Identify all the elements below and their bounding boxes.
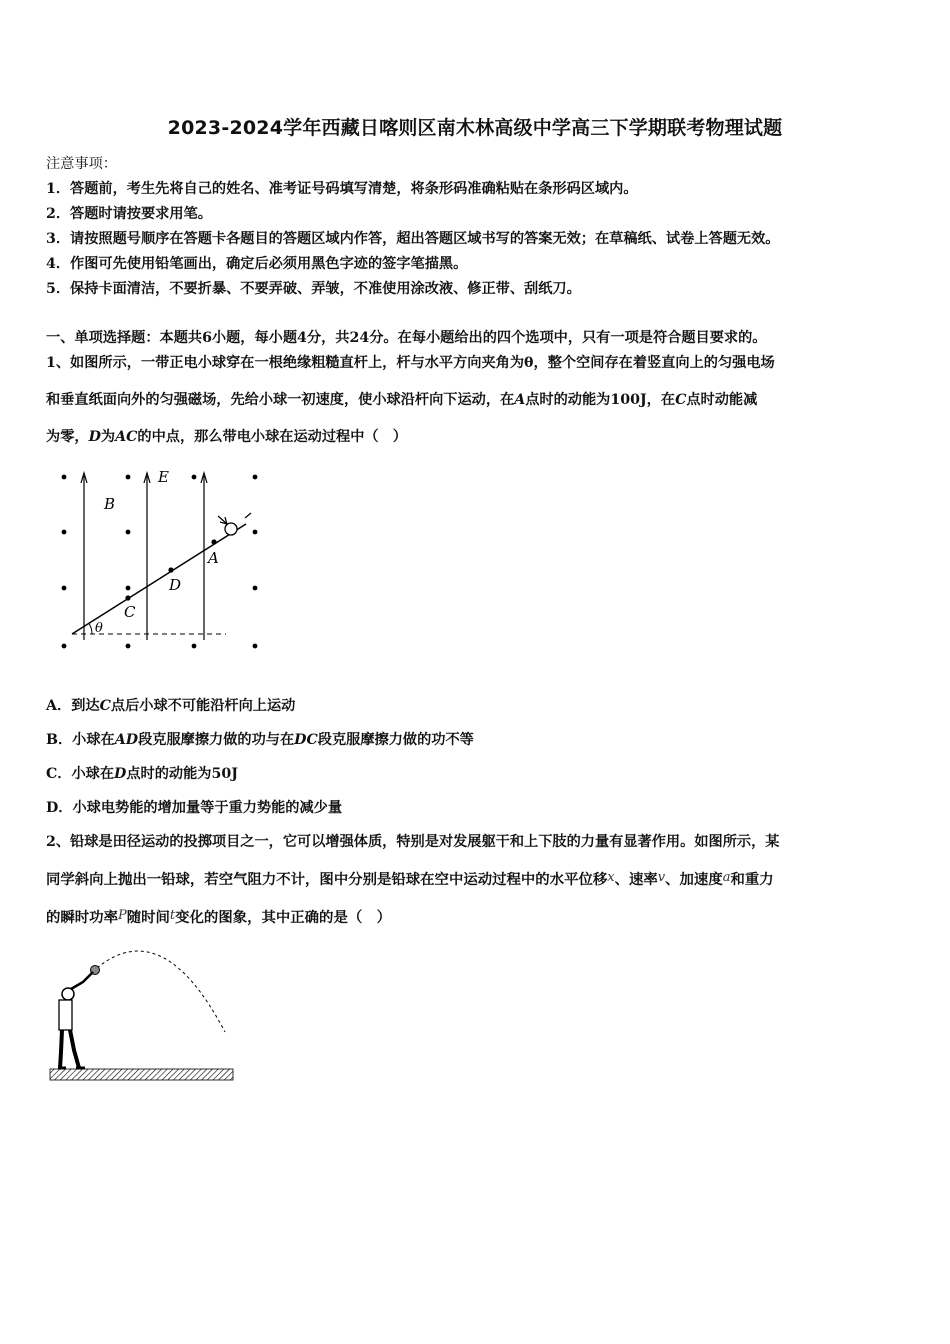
q1-var-D: D [88, 429, 101, 445]
q2-text-segment: 同学斜向上抛出一铅球，若空气阻力不计，图中分别是铅球在空中运动过程中的水平位移 [46, 871, 608, 888]
q2-var-P: P [117, 908, 127, 923]
field-dot [126, 586, 131, 591]
q2-text-segment: 和重力 [730, 871, 774, 888]
label-C: C [124, 603, 136, 621]
thrower-figure [58, 972, 93, 1068]
q1-text-line2 [46, 389, 757, 409]
q1-text-segment: 点时的动能为100J，在 [525, 392, 676, 408]
field-dot [192, 644, 197, 649]
q2-text-segment: 、速率 [614, 871, 658, 888]
thrower-leg [60, 1030, 62, 1068]
q1-text-segment: 的中点，那么带电小球在运动过程中（ ） [137, 429, 407, 445]
q1-text-segment: 为 [100, 429, 116, 445]
notice-item: 2．答题时请按要求用笔。 [46, 206, 212, 222]
angle-arc [89, 624, 92, 635]
page-title: 2023-2024学年西藏日喀则区南木林高级中学高三下学期联考物理试题 [167, 117, 783, 139]
field-dot [62, 475, 67, 480]
option-text: 段克服摩擦力做的功与在 [138, 732, 295, 748]
option-var: AD [114, 732, 139, 748]
field-dot [126, 475, 131, 480]
label-B: B [104, 495, 116, 513]
thrower-leg [70, 1030, 79, 1068]
q1-option-A [46, 695, 295, 715]
option-var: DC [294, 732, 318, 748]
q1-text-segment: 为零， [46, 429, 89, 445]
field-dot [62, 644, 67, 649]
label-A: A [208, 549, 219, 567]
q1-var-A: A [514, 392, 526, 408]
q2-figure [45, 942, 240, 1087]
option-text: A．到达 [46, 698, 100, 714]
q1-var-C: C [675, 392, 687, 408]
label-theta: θ [95, 621, 103, 636]
field-dot [253, 530, 258, 535]
q1-figure [50, 460, 280, 660]
option-text: 点后小球不可能沿杆向上运动 [110, 698, 296, 714]
q2-var-v: v [657, 870, 666, 885]
notice-item: 5．保持卡面清洁，不要折暴、不要弄破、弄皱，不准使用涂改液、修正带、刮纸刀。 [46, 281, 581, 297]
q2-text-segment: 、加速度 [665, 871, 723, 888]
ground [50, 1069, 233, 1080]
option-text: 点时的动能为50J [126, 766, 238, 782]
notice-item: 3．请按照题号顺序在答题卡各题目的答题区域内作答，超出答题区域书写的答案无效；在草稿纸、试卷上答题无效。 [46, 231, 780, 247]
point-A [211, 539, 216, 544]
q2-var-t: t [169, 908, 176, 923]
notice-heading: 注意事项： [46, 156, 117, 172]
q2-text-segment: 随时间 [126, 909, 170, 926]
q1-text-line1: 1、如图所示，一带正电小球穿在一根绝缘粗糙直杆上，杆与水平方向夹角为θ，整个空间存在着竖直向上的匀强电场 [46, 355, 775, 371]
thrower-head [62, 988, 74, 1000]
field-dot [253, 586, 258, 591]
field-dot [192, 475, 197, 480]
field-dot [126, 644, 131, 649]
field-dot [253, 475, 258, 480]
field-dot [62, 530, 67, 535]
section-heading: 一、单项选择题：本题共6小题，每小题4分，共24分。在每小题给出的四个选项中，只有一项是符合题目要求的。 [46, 330, 767, 346]
q1-var-AC: AC [115, 429, 138, 445]
q2-text-segment: 的瞬时功率 [46, 909, 118, 926]
velocity-line [245, 513, 251, 518]
q1-option-D: D．小球电势能的增加量等于重力势能的减少量 [46, 800, 343, 816]
electric-field-lines [81, 473, 207, 640]
charged-ball [225, 523, 237, 535]
option-var: D [114, 766, 127, 782]
field-dot [253, 644, 258, 649]
thrower-arm [71, 972, 93, 989]
field-dot [126, 530, 131, 535]
q2-text-line3 [46, 906, 391, 927]
q1-option-C [46, 763, 238, 783]
thrower-shirt [59, 1000, 72, 1030]
option-text: 段克服摩擦力做的功不等 [317, 732, 474, 748]
q1-text-segment: 和垂直纸面向外的匀强磁场，先给小球一初速度，使小球沿杆向下运动，在 [46, 392, 515, 408]
q1-text-segment: 点时动能减 [686, 392, 758, 408]
notice-item: 4．作图可先使用铅笔画出，确定后必须用黑色字迹的签字笔描黑。 [46, 256, 468, 272]
trajectory [97, 951, 225, 1032]
point-D [168, 567, 173, 572]
q2-var-a: a [722, 870, 731, 885]
q1-option-B [46, 729, 474, 749]
option-text: C．小球在 [46, 766, 115, 782]
q2-text-segment: 变化的图象，其中正确的是（ ） [175, 909, 392, 926]
option-text: B．小球在 [46, 732, 115, 748]
point-C [125, 595, 130, 600]
notice-item: 1．答题前，考生先将自己的姓名、准考证号码填写清楚，将条形码准确粘贴在条形码区域内。 [46, 181, 638, 197]
label-E: E [158, 468, 169, 486]
q2-text-line2 [46, 868, 774, 889]
option-var: C [99, 698, 111, 714]
q2-text-line1: 2、铅球是田径运动的投掷项目之一，它可以增强体质，特别是对发展躯干和上下肢的力量有显著作用。如图所示，某 [46, 834, 780, 850]
label-D: D [169, 576, 182, 594]
q1-text-line3 [46, 426, 407, 446]
q2-var-x: x [607, 870, 615, 885]
field-dot [62, 586, 67, 591]
rod [72, 524, 246, 634]
